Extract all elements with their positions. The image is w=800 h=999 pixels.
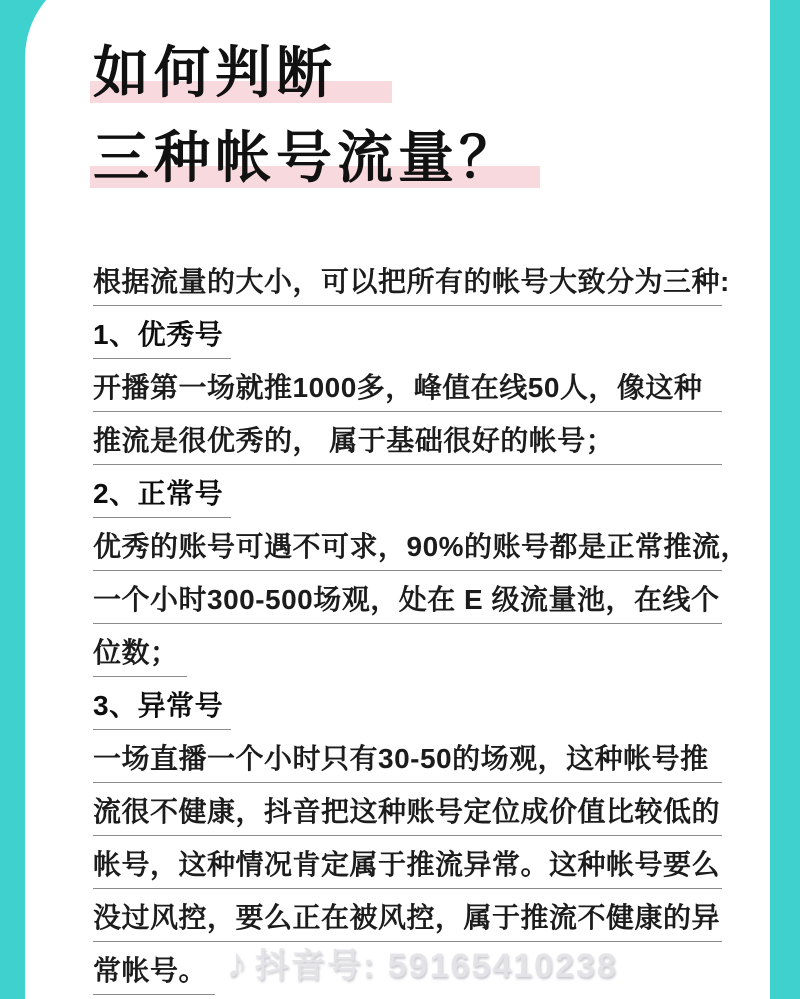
content-card	[25, 0, 770, 999]
body-text	[93, 253, 750, 995]
text-line: 常帐号。	[93, 942, 215, 995]
section-heading: 1、优秀号	[93, 306, 231, 359]
title-line-1	[93, 42, 337, 127]
text-line: 流很不健康，抖音把这种账号定位成价值比较低的	[93, 783, 722, 836]
text-line: 一个小时300-500场观，处在 E 级流量池，在线个	[93, 571, 722, 624]
intro-line: 根据流量的大小，可以把所有的帐号大致分为三种:	[93, 253, 722, 306]
text-line: 推流是很优秀的， 属于基础很好的帐号；	[93, 412, 722, 465]
page-title	[93, 42, 722, 212]
watermark-text: 抖音号: 59165410238	[255, 947, 618, 985]
title-text: 如何判断	[93, 41, 337, 104]
tiktok-note-icon: ♪	[226, 938, 247, 986]
section-heading: 3、异常号	[93, 677, 231, 730]
text-line: 一场直播一个小时只有30-50的场观，这种帐号推	[93, 730, 722, 783]
card-content	[25, 0, 770, 995]
text-line: 帐号，这种情况肯定属于推流异常。这种帐号要么	[93, 836, 722, 889]
text-line: 开播第一场就推1000多，峰值在线50人，像这种	[93, 359, 722, 412]
text-line: 没过风控，要么正在被风控，属于推流不健康的异	[93, 889, 722, 942]
text-line: 位数；	[93, 624, 187, 677]
title-text: 三种帐号流量？	[93, 126, 520, 189]
title-line-2	[93, 127, 520, 212]
section-heading: 2、正常号	[93, 465, 231, 518]
text-line: 优秀的账号可遇不可求，90%的账号都是正常推流，	[93, 518, 722, 571]
